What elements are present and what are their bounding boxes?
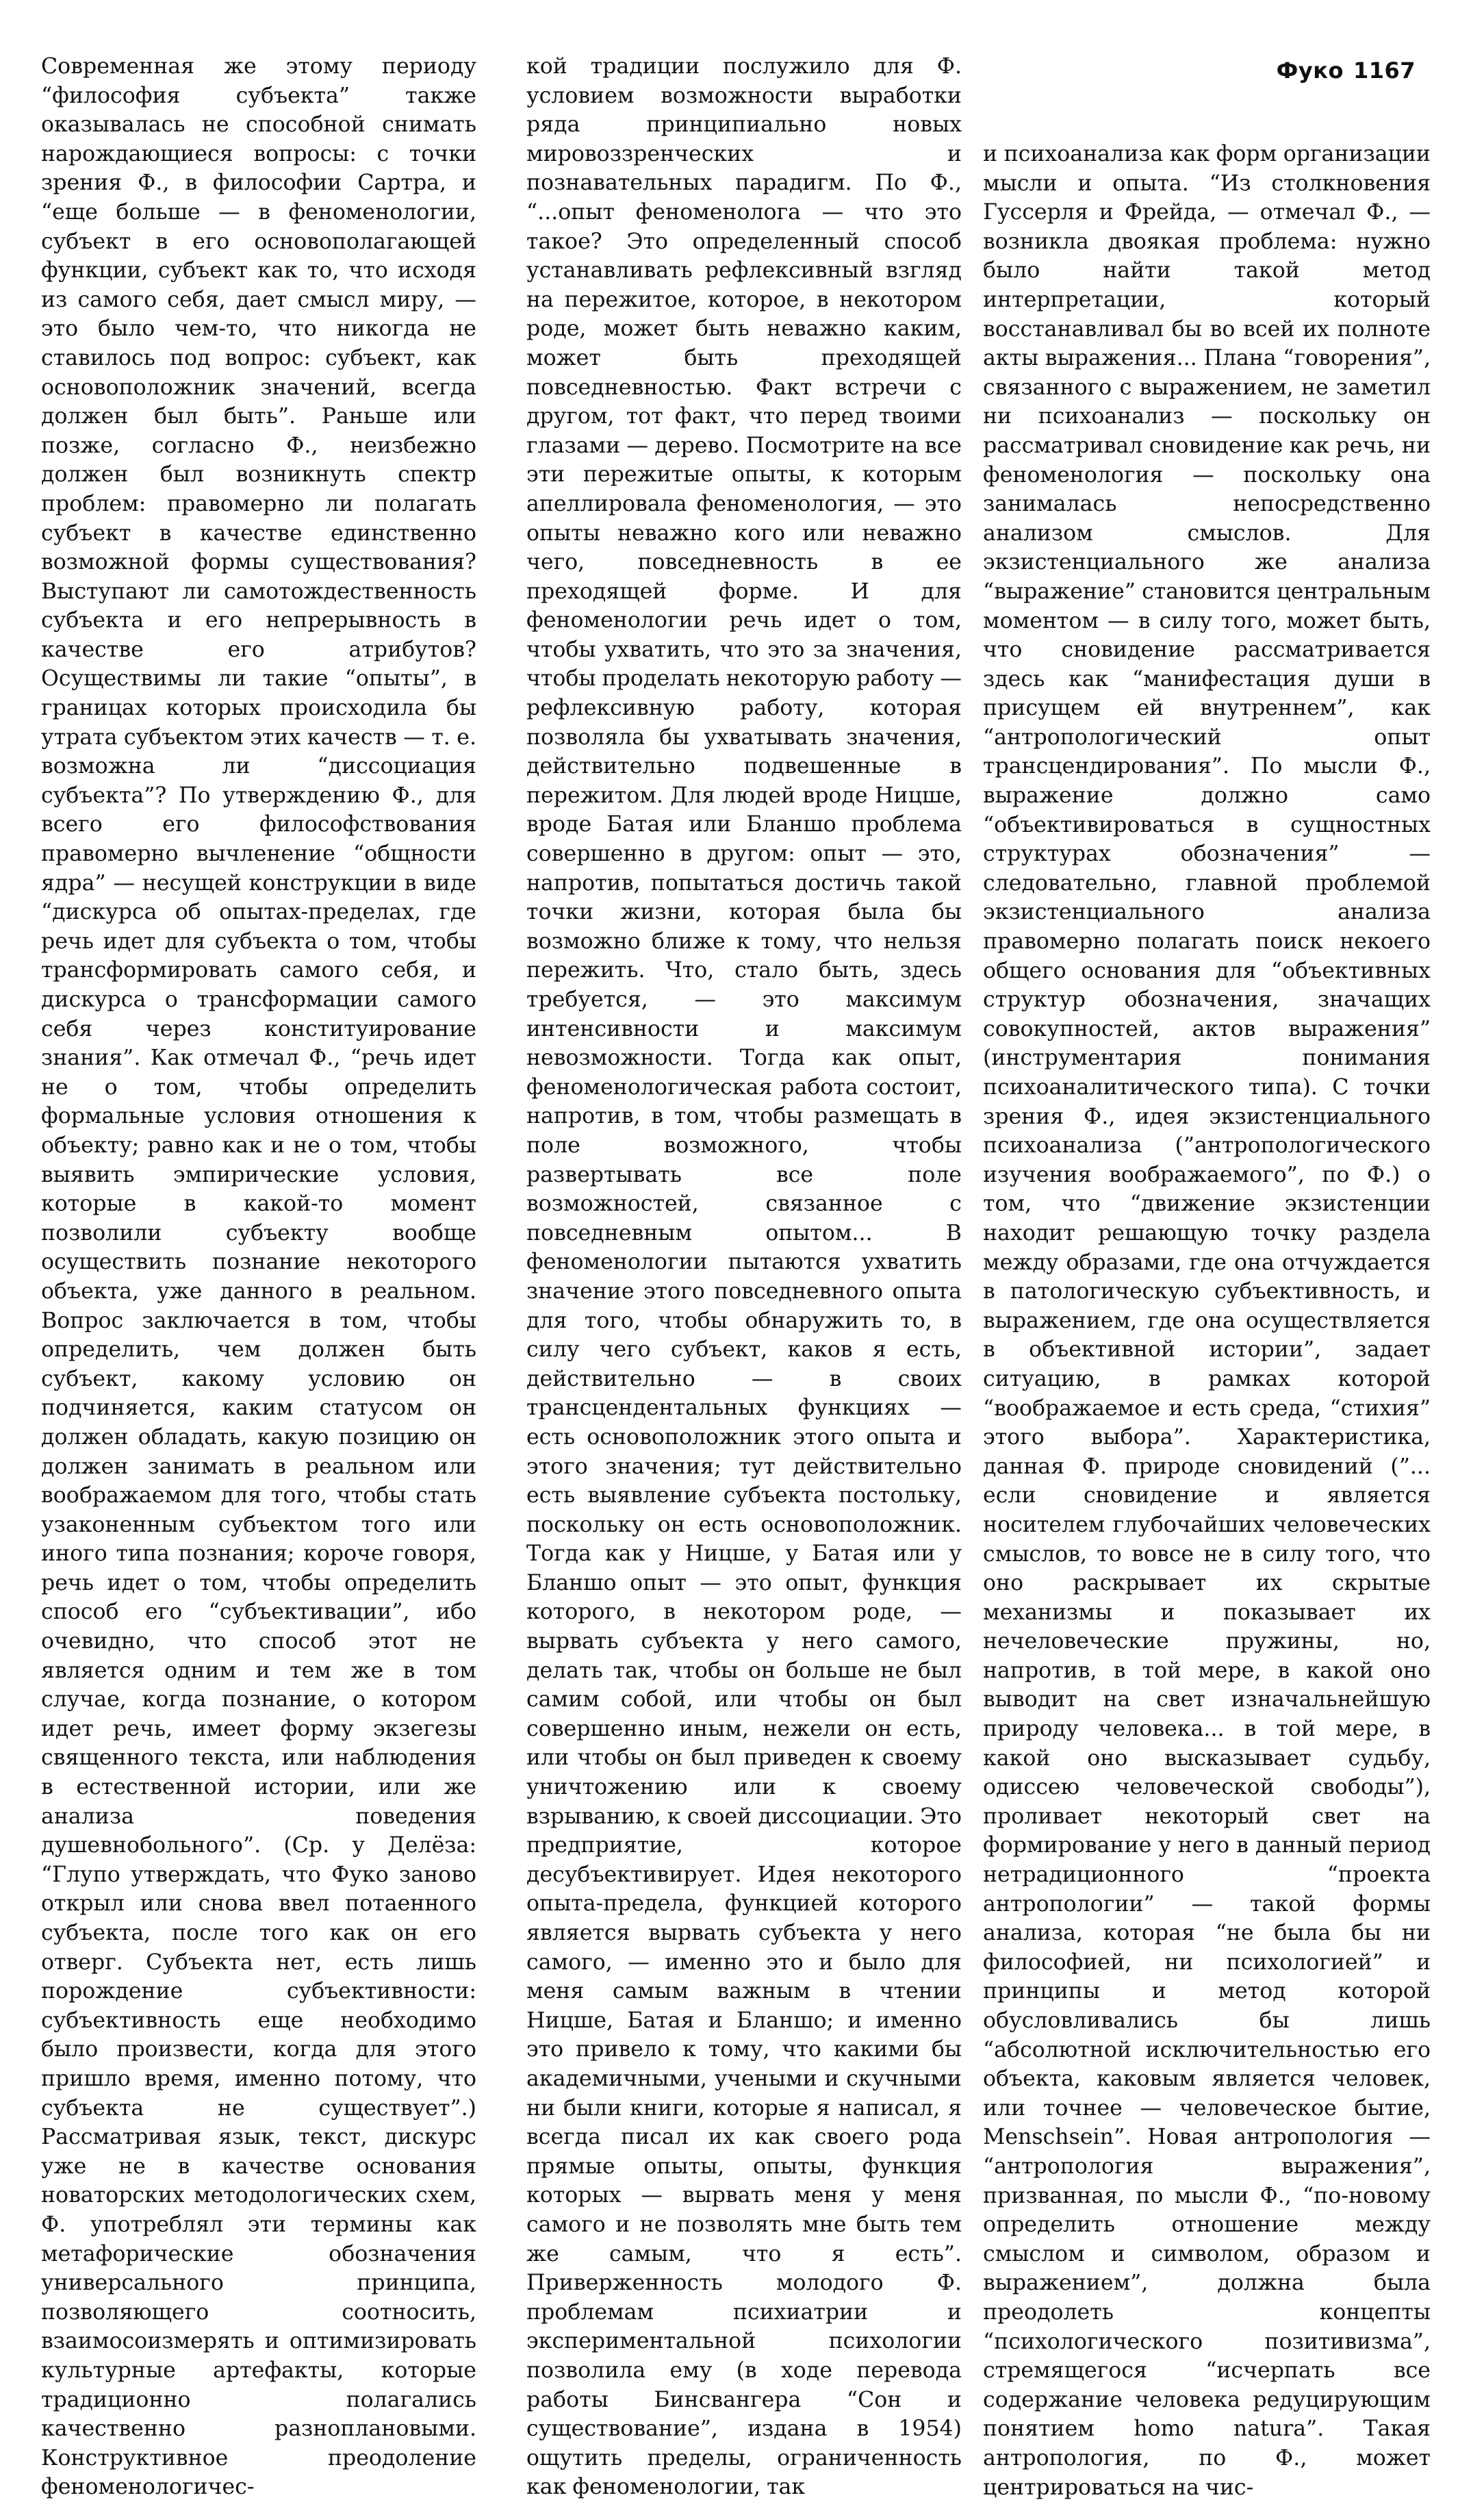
text-column-2 — [526, 52, 962, 2500]
text-column-3 — [983, 140, 1431, 2500]
column-3-text: и психоанализа как форм организации мысли и опыта. “Из столкновения Гуссерля и Фрейда, — отмечал Ф., — возникла двоякая проблема: нужно было найти такой метод интерпретации, который восстанавливал бы во всей их полноте акты выражения... Плана “говорения”, связанного с выражением, не заметил ни психоанализ — поскольку он рассматривал сновидение как речь, ни феноменология — поскольку она занималась непосредственно анализом смыслов. Для экзистенциального же анализа “выражение” становится центральным моментом — в силу того, может быть, что сновидение рассматривается здесь как “манифестация души в присущем ей внутреннем”, как “антропологический опыт трансцендирования”. По мысли Ф., выражение должно само “объективироваться в сущностных структурах обозначения” — следовательно, главной проблемой экзистенциального анализа правомерно полагать поиск некоего общего основания для “объективных структур обозначения, значащих совокупностей, актов выражения” (инструментария понимания психоаналитического типа). С точки зрения Ф., идея экзистенциального психоанализа (”антропологического изучения воображаемого”, по Ф.) о том, что “движение экзистенции находит решающую точку раздела между образами, где она отчуждается в патологическую субъективность, и выражением, где она осуществляется в объективной истории”, задает ситуацию, в рамках которой “воображаемое и есть среда, “стихия” этого выбора”. Характеристика, данная Ф. природе сновидений (”... если сновидение и является носителем глубочайших человеческих смыслов, то вовсе не в силу того, что оно раскрывает их скрытые механизмы и показывает их нечеловеческие пружины, но, напротив, в той мере, в какой оно выводит на свет изначальнейшую природу человека... в той мере, в какой оно высказывает судьбу, одиссею человеческой свободы”), проливает некоторый свет на формирование у него в данный период нетрадиционного “проекта антропологии” — такой формы анализа, которая “не была бы ни философией, ни психологией” и принципы и метод которой обусловливались бы лишь “абсолютной исключительностью его объекта, каковым является человек, или точнее — человеческое бытие, Menschsein”. Новая антропология — “антропология выражения”, призванная, по мысли Ф., “по-новому определить отношение между смыслом и символом, образом и выражением”, должна была преодолеть концепты “психологического позитивизма”, стремящегося “исчерпать все содержание человека редуцирующим понятием homo natura”. Такая антропология, по Ф., может центрироваться на чис- — [983, 142, 1431, 2500]
running-header — [1277, 58, 1416, 84]
column-2-text: кой традиции послужило для Ф. условием возможности выработки ряда принципиально новых мировоззренческих и познавательных парадигм. По Ф., “...опыт феноменолога — что это такое? Это определенный способ устанавливать рефлексивный взгляд на пережитое, которое, в некотором роде, может быть неважно каким, может быть преходящей повседневностью. Факт встречи с другом, тот факт, что перед твоими глазами — дерево. Посмотрите на все эти пережитые опыты, к которым апеллировала феноменология, — это опыты неважно кого или неважно чего, повседневность в ее преходящей форме. И для феноменологии речь идет о том, чтобы ухватить, что это за значения, чтобы проделать некоторую работу — рефлексивную работу, которая позволяла бы ухватывать значения, действительно подвешенные в пережитом. Для людей вроде Ницше, вроде Батая или Бланшо проблема совершенно в другом: опыт — это, напротив, попытаться достичь такой точки жизни, которая была бы возможно ближе к тому, что нельзя пережить. Что, стало быть, здесь требуется, — это максимум интенсивности и максимум невозможности. Тогда как опыт, феноменологическая работа состоит, напротив, в том, чтобы размещать в поле возможного, чтобы развертывать все поле возможностей, связанное с повседневным опытом... В феноменологии пытаются ухватить значение этого повседневного опыта для того, чтобы обнаружить то, в силу чего субъект, каков я есть, действительно — в своих трансцендентальных функциях — есть основоположник этого опыта и этого значения; тут действительно есть выявление субъекта постольку, поскольку он есть основоположник. Тогда как у Ницше, у Батая или у Бланшо опыт — это опыт, функция которого, в некотором роде, — вырвать субъекта у него самого, делать так, чтобы он больше не был самим собой, или чтобы он был совершенно иным, нежели он есть, или чтобы он был приведен к своему уничтожению или к своему взрыванию, к своей диссоциации. Это предприятие, которое десубъективирует. Идея некоторого опыта-предела, функцией которого является вырвать субъекта у него самого, — именно это и было для меня самым важным в чтении Ницше, Батая и Бланшо; и именно это привело к тому, что какими бы академичными, учеными и скучными ни были книги, которые я написал, я всегда писал их как своего рода прямые опыты, опыты, функция которых — вырвать меня у меня самого и не позволять мне быть тем же самым, что я есть”. Приверженность молодого Ф. проблемам психиатрии и экспериментальной психологии позволила ему (в ходе перевода работы Бинсвангера “Сон и существование”, издана в 1954) ощутить пределы, ограниченность как феноменологии, так — [526, 54, 962, 2500]
text-column-1 — [41, 52, 476, 2500]
header-title: Фуко — [1276, 58, 1344, 84]
page-number: 1167 — [1353, 58, 1416, 84]
column-1-text: Современная же этому периоду “философия субъекта” также оказывалась не способной снимать нарождающиеся вопросы: с точки зрения Ф., в философии Сартра, и “еще больше — в феноменологии, субъект в его основополагающей функции, субъект как то, что исходя из самого себя, дает смысл миру, — это было чем-то, что никогда не ставилось под вопрос: субъект, как основоположник значений, всегда должен был быть”. Раньше или позже, согласно Ф., неизбежно должен был возникнуть спектр проблем: правомерно ли полагать субъект в качестве единственно возможной формы существования? Выступают ли самотождественность субъекта и его непрерывность в качестве его атрибутов? Осуществимы ли такие “опыты”, в границах которых происходила бы утрата субъектом этих качеств — т. е. возможна ли “диссоциация субъекта”? По утверждению Ф., для всего его философствования правомерно вычленение “общности ядра” — несущей конструкции в виде “дискурса об опытах-пределах, где речь идет для субъекта о том, чтобы трансформировать самого себя, и дискурса о трансформации самого себя через конституирование знания”. Как отмечал Ф., “речь идет не о том, чтобы определить формальные условия отношения к объекту; равно как и не о том, чтобы выявить эмпирические условия, которые в какой-то момент позволили субъекту вообще осуществить познание некоторого объекта, уже данного в реальном. Вопрос заключается в том, чтобы определить, чем должен быть субъект, какому условию он подчиняется, каким статусом он должен обладать, какую позицию он должен занимать в реальном или воображаемом для того, чтобы стать узаконенным субъектом того или иного типа познания; короче говоря, речь идет о том, чтобы определить способ его “субъективации”, ибо очевидно, что способ этот не является одним и тем же в том случае, когда познание, о котором идет речь, имеет форму экзегезы священного текста, или наблюдения в естественной истории, или же анализа поведения душевнобольного”. (Ср. у Делёза: “Глупо утверждать, что Фуко заново открыл или снова ввел потаенного субъекта, после того как он его отверг. Субъекта нет, есть лишь порождение субъективности: субъективность еще необходимо было произвести, когда для этого пришло время, именно потому, что субъекта не существует”.) Рассматривая язык, текст, дискурс уже не в качестве основания новаторских методологических схем, Ф. употреблял эти термины как метафорические обозначения универсального принципа, позволяющего соотносить, взаимосоизмерять и оптимизировать культурные артефакты, которые традиционно полагались качественно разноплановыми. Конструктивное преодоление феноменологичес- — [41, 54, 476, 2500]
